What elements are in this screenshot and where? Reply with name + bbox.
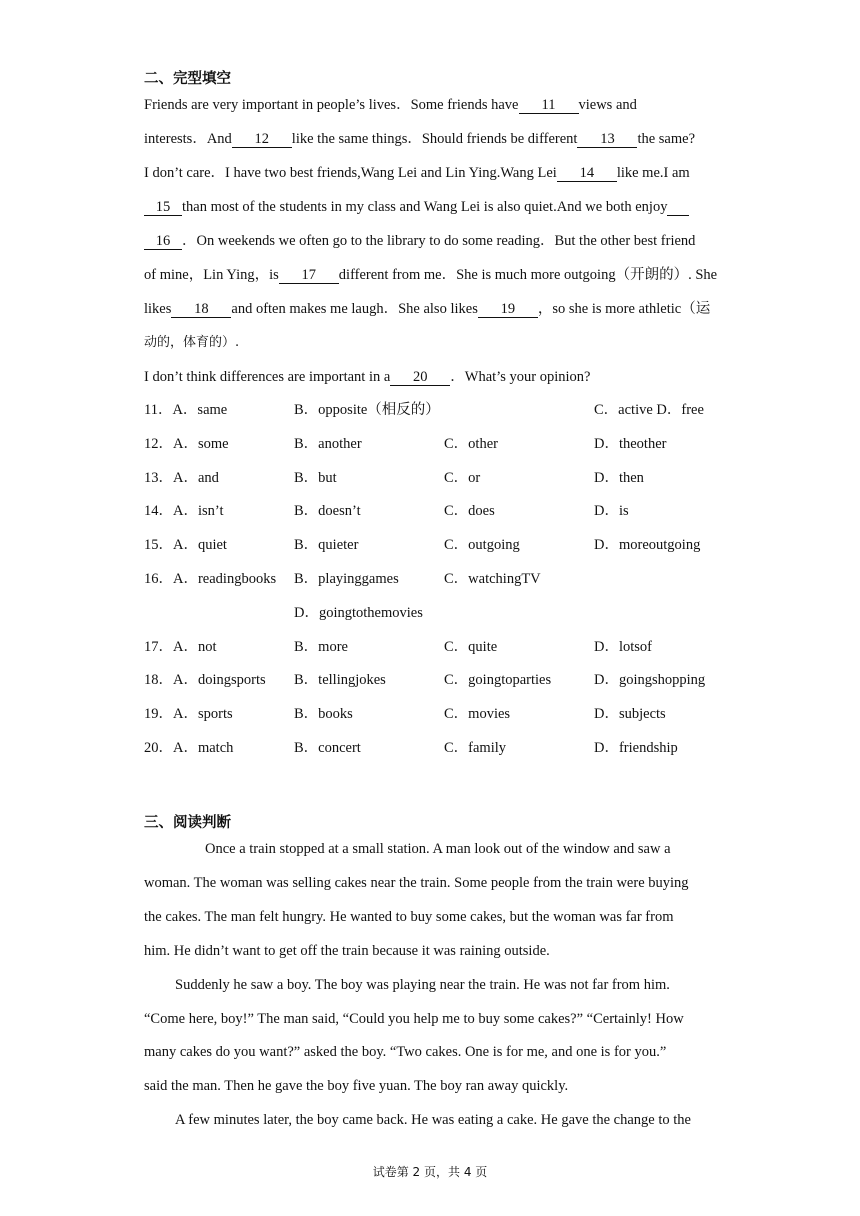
option-c: C．movies xyxy=(444,706,511,722)
option-row-11 xyxy=(144,401,744,419)
option-b: B．doesn’t xyxy=(294,503,361,519)
reading-line-1: Once a train stopped at a small station. A man look out of the window and saw a xyxy=(205,841,671,857)
cloze-line-8 xyxy=(144,334,718,352)
option-d: D．then xyxy=(594,470,644,486)
text: of mine，Lin Ying，is xyxy=(144,267,279,283)
option-b: B．another xyxy=(294,436,362,452)
option-a: 12．A．some xyxy=(144,436,229,452)
text: different from me．She is much more outgoing（开朗的）. She xyxy=(338,267,718,283)
option-b: B．quieter xyxy=(294,537,359,553)
text: ．What’s your opinion? xyxy=(450,369,591,385)
option-d: D．goingshopping xyxy=(594,672,706,688)
text: views and xyxy=(578,97,637,113)
text: ．On weekends we often go to the library to do some reading．But the other best friend xyxy=(182,233,696,249)
option-d: D．friendship xyxy=(594,740,678,756)
option-a: 11．A．same xyxy=(144,402,228,418)
option-c: C．other xyxy=(444,436,498,452)
option-row-14 xyxy=(144,502,744,520)
cloze-line-6 xyxy=(144,266,718,284)
text: like me.I am xyxy=(616,165,690,181)
blank-16: 16 xyxy=(144,234,182,250)
option-a: 19．A．sports xyxy=(144,706,233,722)
cloze-line-9 xyxy=(144,368,718,386)
text: like the same things．Should friends be different xyxy=(291,131,578,147)
blank-13: 13 xyxy=(577,132,637,148)
option-d: D．moreoutgoing xyxy=(594,537,701,553)
cloze-line-7 xyxy=(144,300,718,318)
option-row-16 xyxy=(144,570,744,588)
option-cd: C．active D．free xyxy=(594,402,704,418)
option-row-19 xyxy=(144,705,744,723)
page-footer: 试卷第 2 页，共 4 页 xyxy=(372,1165,488,1179)
option-b: B．but xyxy=(294,470,337,486)
option-a: 16．A．readingbooks xyxy=(144,571,277,587)
text: and often makes me laugh．She also likes xyxy=(231,301,478,317)
reading-line-8: said the man. Then he gave the boy five yuan. The boy ran away quickly. xyxy=(144,1078,569,1094)
reading-line-9: A few minutes later, the boy came back. He was eating a cake. He gave the change to the xyxy=(175,1112,691,1128)
reading-line-3: the cakes. The man felt hungry. He wanted to buy some cakes, but the woman was far from xyxy=(144,909,674,925)
option-c: C．goingtoparties xyxy=(444,672,552,688)
option-b: B．more xyxy=(294,639,348,655)
section-title-reading: 三、阅读判断 xyxy=(144,815,231,831)
text: ，so she is more athletic（运 xyxy=(537,301,711,317)
text: the same? xyxy=(637,131,696,147)
text: I don’t care．I have two best friends,Wang Lei and Lin Ying.Wang Lei xyxy=(144,165,557,181)
blank-15: 15 xyxy=(144,200,182,216)
option-d: D．is xyxy=(594,503,629,519)
reading-line-6: “Come here, boy!” The man said, “Could you help me to buy some cakes?” “Certainly! How xyxy=(144,1011,684,1027)
option-c: C．outgoing xyxy=(444,537,520,553)
option-row-20 xyxy=(144,739,744,757)
option-row-18 xyxy=(144,671,744,689)
option-c: C．watchingTV xyxy=(444,571,541,587)
blank-19: 19 xyxy=(478,302,538,318)
blank-18: 18 xyxy=(171,302,231,318)
option-d: D．lotsof xyxy=(594,639,652,655)
option-row-17 xyxy=(144,638,744,656)
option-b: B．opposite（相反的） xyxy=(294,402,440,418)
cloze-line-2 xyxy=(144,130,718,148)
option-a: 18．A．doingsports xyxy=(144,672,266,688)
reading-line-7: many cakes do you want?” asked the boy. “Two cakes. One is for me, and one is for you.” xyxy=(144,1044,667,1060)
option-a: 13．A．and xyxy=(144,470,219,486)
option-c: C．or xyxy=(444,470,481,486)
reading-line-2: woman. The woman was selling cakes near the train. Some people from the train were buying xyxy=(144,875,689,891)
blank-14: 14 xyxy=(557,166,617,182)
blank-17: 17 xyxy=(279,268,339,284)
reading-line-5: Suddenly he saw a boy. The boy was playing near the train. He was not far from him. xyxy=(175,977,670,993)
option-d: D．goingtothemovies xyxy=(294,605,423,621)
text: 动的，体育的）. xyxy=(144,335,240,350)
option-row-15 xyxy=(144,536,744,554)
option-d: D．theother xyxy=(594,436,667,452)
text: than most of the students in my class and Wang Lei is also quiet.And we both enjoy xyxy=(182,199,668,215)
option-a: 15．A．quiet xyxy=(144,537,227,553)
option-c: C．quite xyxy=(444,639,498,655)
text: I don’t think differences are important in a xyxy=(144,369,391,385)
option-b: B．books xyxy=(294,706,353,722)
option-b: B．playinggames xyxy=(294,571,399,587)
option-row-13 xyxy=(144,469,744,487)
option-a: 20．A．match xyxy=(144,740,234,756)
option-row-12 xyxy=(144,435,744,453)
cloze-line-1 xyxy=(144,96,718,114)
option-c: C．family xyxy=(444,740,507,756)
option-a: 14．A．isn’t xyxy=(144,503,224,519)
blank-16-start xyxy=(667,200,689,216)
section-title-cloze: 二、完型填空 xyxy=(144,71,231,87)
option-a: 17．A．not xyxy=(144,639,217,655)
option-row-16-cont xyxy=(144,604,744,622)
text: Friends are very important in people’s lives．Some friends have xyxy=(144,97,519,113)
cloze-line-5 xyxy=(144,232,718,250)
blank-20: 20 xyxy=(390,370,450,386)
blank-12: 12 xyxy=(232,132,292,148)
text: interests．And xyxy=(144,131,232,147)
blank-11: 11 xyxy=(519,98,579,114)
option-d: D．subjects xyxy=(594,706,666,722)
cloze-line-3 xyxy=(144,164,718,182)
cloze-line-4 xyxy=(144,198,718,216)
reading-line-4: him. He didn’t want to get off the train because it was raining outside. xyxy=(144,943,550,959)
option-c: C．does xyxy=(444,503,495,519)
option-b: B．tellingjokes xyxy=(294,672,386,688)
text: likes xyxy=(144,301,172,317)
option-b: B．concert xyxy=(294,740,361,756)
